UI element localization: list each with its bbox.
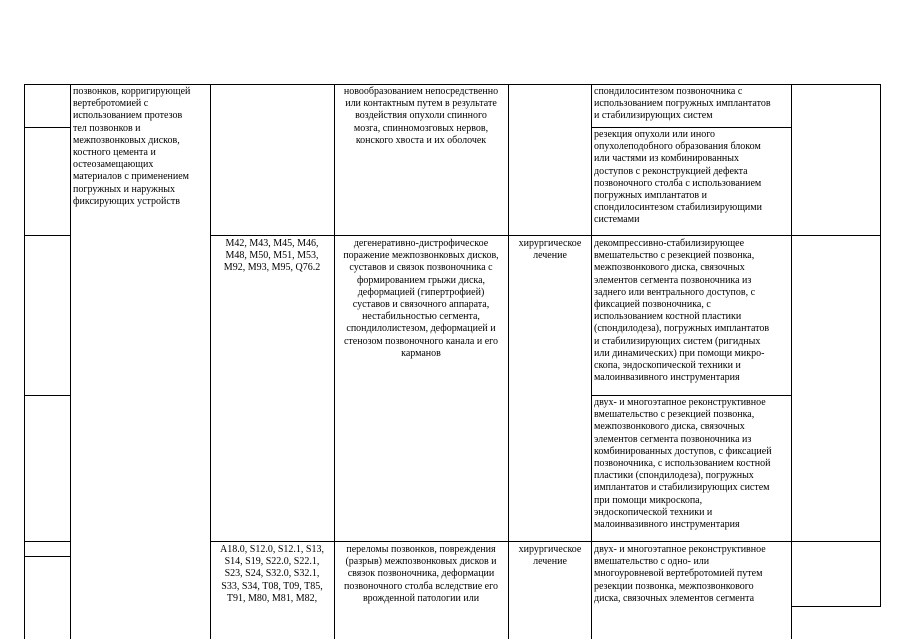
text-line: мозга, спинномозговых нервов,: [353, 122, 489, 134]
row-divider: [24, 541, 70, 542]
text-line: лечение: [533, 250, 567, 262]
intervention-name-cell: [73, 86, 208, 208]
text-line: погружных и наружных: [73, 183, 176, 195]
row-divider: [24, 127, 70, 128]
text-line: переломы позвонков, повреждения: [346, 544, 496, 555]
treatment-method-cell: [594, 238, 790, 384]
diagnosis-description-cell: [336, 238, 506, 360]
text-line: элементов сегмента позвоночника из: [594, 274, 752, 286]
text-line: пластики (спондилодеза), погружных: [594, 470, 754, 482]
text-line: позвоночного столба с использованием: [594, 177, 762, 189]
text-line: связок позвоночника, деформации: [347, 568, 495, 580]
text-line: межпозвонкового диска, связочных: [594, 421, 745, 433]
text-line: и стабилизирующих систем: [594, 110, 713, 122]
text-line: скопа, эндоскопической техники и: [594, 360, 741, 372]
diagnosis-description-cell: [336, 544, 506, 605]
text-line: позвонков, корригирующей: [73, 86, 191, 97]
text-line: фиксирующих устройств: [73, 195, 180, 207]
column-divider: [334, 84, 335, 639]
text-line: спондилосинтезом стабилизирующими: [594, 202, 762, 214]
text-line: двух- и многоэтапное реконструктивное: [594, 544, 766, 555]
text-line: резекции позвонка, межпозвонкового: [594, 580, 754, 592]
text-line: межпозвонковых дисков,: [73, 134, 180, 146]
text-line: (разрыв) межпозвонковых дисков и: [345, 556, 497, 568]
column-divider: [70, 84, 71, 639]
text-line: лечение: [533, 556, 567, 568]
row-divider: [24, 235, 70, 236]
text-line: элементов сегмента позвоночника из: [594, 433, 752, 445]
text-line: спондилолистезом, деформацией и: [346, 323, 496, 335]
text-line: новообразованием непосредственно: [343, 86, 499, 97]
text-line: (спондилодеза), погружных имплантатов: [594, 323, 770, 335]
text-line: позвоночника, с использованием костной: [594, 458, 771, 470]
text-line: резекция опухоли или иного: [594, 129, 716, 140]
text-line: T91, M80, M81, M82,: [226, 592, 318, 604]
text-line: S23, S24, S32.0, S32.1,: [224, 568, 320, 580]
treatment-type-cell: [510, 544, 590, 568]
text-line: стенозом позвоночного канала и его: [343, 335, 498, 347]
column-divider: [210, 84, 211, 639]
text-line: остеозамещающих: [73, 159, 154, 171]
text-line: A18.0, S12.0, S12.1, S13,: [220, 544, 324, 555]
text-line: S33, S34, T08, T09, T85,: [221, 580, 323, 592]
diagnosis-description-cell: [336, 86, 506, 147]
text-line: погружных имплантатов и: [594, 190, 707, 202]
text-line: хирургическое: [518, 544, 582, 555]
icd-codes-cell: [212, 238, 332, 275]
text-line: многоуровневой вертебротомией путем: [594, 568, 763, 580]
text-line: имплантатов и стабилизирующих систем: [594, 482, 770, 494]
text-line: тел позвонков и: [73, 122, 141, 134]
text-line: заднего или вентрального доступов, с: [594, 286, 756, 298]
text-line: или динамических) при помощи микро-: [594, 347, 765, 359]
text-line: диска, связочных элементов сегмента: [594, 592, 755, 604]
text-line: при помощи микроскопа,: [594, 494, 703, 506]
row-divider: [591, 395, 791, 396]
treatment-method-cell: [594, 129, 790, 227]
text-line: суставов и связок позвоночника с: [349, 262, 493, 274]
text-line: двух- и многоэтапное реконструктивное: [594, 397, 766, 408]
row-divider: [24, 395, 70, 396]
text-line: вмешательство с резекцией позвонка,: [594, 250, 755, 262]
table-bottom-border: [791, 606, 880, 607]
text-line: малоинвазивного инструментария: [594, 519, 740, 531]
treatment-method-cell: [594, 397, 790, 531]
text-line: врожденной патологии или: [362, 592, 480, 604]
text-line: фиксацией позвоночника, с: [594, 299, 711, 311]
text-line: малоинвазивного инструментария: [594, 372, 740, 384]
table-left-border: [24, 84, 25, 639]
text-line: эндоскопической техники и: [594, 506, 713, 518]
text-line: карманов: [401, 347, 441, 359]
text-line: конского хвоста и их оболочек: [355, 134, 487, 146]
text-line: системами: [594, 214, 640, 226]
column-divider: [791, 84, 792, 639]
text-line: S14, S19, S22.0, S22.1,: [224, 556, 320, 568]
table-right-border: [880, 84, 881, 607]
text-line: воздействия опухоли спинного: [355, 110, 487, 122]
text-line: костного цемента и: [73, 147, 156, 159]
text-line: использованием костной пластики: [594, 311, 742, 323]
text-line: вмешательство с одно- или: [594, 556, 710, 568]
text-line: использованием погружных имплантатов: [594, 98, 771, 110]
text-line: вертебротомией с: [73, 98, 149, 110]
text-line: формированием грыжи диска,: [356, 274, 486, 286]
text-line: вмешательство с резекцией позвонка,: [594, 409, 755, 421]
text-line: деформацией (гипертрофией): [357, 286, 485, 298]
column-divider: [508, 84, 509, 639]
text-line: или частями из комбинированных: [594, 153, 739, 165]
column-divider: [591, 84, 592, 639]
icd-codes-cell: [212, 544, 332, 605]
text-line: опухолеподобного образования блоком: [594, 141, 761, 153]
text-line: использованием протезов: [73, 110, 183, 122]
row-divider: [210, 541, 880, 542]
text-line: материалов с применением: [73, 171, 190, 183]
row-divider: [210, 235, 880, 236]
text-line: спондилосинтезом позвоночника с: [594, 86, 743, 97]
treatment-method-cell: [594, 544, 790, 605]
text-line: дегенеративно-дистрофическое: [353, 238, 489, 249]
text-line: или контактным путем в результате: [345, 98, 497, 110]
text-line: нестабильностью сегмента,: [362, 311, 480, 323]
text-line: доступов с реконструкцией дефекта: [594, 165, 748, 177]
text-line: декомпрессивно-стабилизирующее: [594, 238, 745, 249]
text-line: и стабилизирующих систем (ригидных: [594, 335, 761, 347]
text-line: суставов и связочного аппарата,: [352, 299, 490, 311]
treatment-method-cell: [594, 86, 790, 123]
text-line: поражение межпозвонковых дисков,: [343, 250, 499, 262]
text-line: M92, M93, M95, Q76.2: [223, 262, 321, 274]
text-line: хирургическое: [518, 238, 582, 249]
text-line: позвоночного столба вследствие его: [344, 580, 498, 592]
table-top-border: [24, 84, 880, 85]
text-line: комбинированных доступов, с фиксацией: [594, 445, 772, 457]
text-line: межпозвонкового диска, связочных: [594, 262, 745, 274]
row-divider: [591, 127, 791, 128]
text-line: M42, M43, M45, M46,: [225, 238, 319, 249]
text-line: M48, M50, M51, M53,: [225, 250, 319, 262]
treatment-type-cell: [510, 238, 590, 262]
row-divider: [24, 556, 70, 557]
